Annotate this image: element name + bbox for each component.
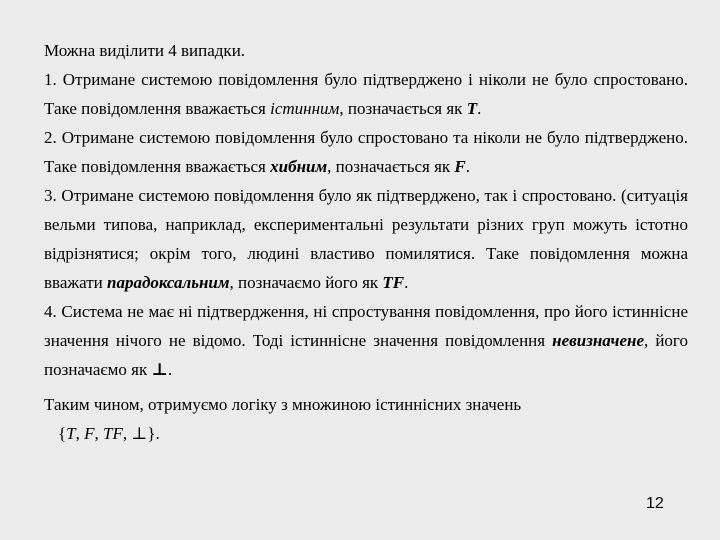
- page-number: 12: [646, 495, 664, 512]
- set-sep-3: ,: [122, 424, 132, 443]
- case-2-symbol: F: [454, 157, 466, 176]
- case-4: [44, 297, 688, 384]
- case-4-text3: .: [167, 360, 173, 379]
- case-1-text: 1. Отримане системою повідомлення було підтверджено і ніколи не було спростовано. Таке повідомлення вважається: [44, 70, 688, 118]
- set-sep-1: ,: [75, 424, 85, 443]
- case-1-text3: .: [477, 99, 482, 118]
- intro-text: Можна виділити 4 випадки.: [44, 41, 246, 60]
- set-true: T: [66, 424, 76, 443]
- case-3-symbol: TF: [382, 273, 405, 292]
- case-1-symbol: T: [466, 99, 478, 118]
- set-sep-2: ,: [94, 424, 104, 443]
- case-1-term: істинним: [270, 99, 340, 118]
- truth-value-set: [44, 419, 688, 448]
- set-undefined: ⊥: [131, 424, 148, 443]
- set-false: F: [84, 424, 95, 443]
- case-3-text3: .: [404, 273, 409, 292]
- case-4-term: невизначене: [552, 331, 645, 350]
- case-3-term: парадоксальним: [107, 273, 230, 292]
- case-4-text2: , його позначаємо як: [44, 331, 688, 379]
- case-2-text2: , позначається як: [327, 157, 455, 176]
- set-close-brace: }.: [147, 424, 160, 443]
- case-3: [44, 181, 688, 297]
- case-2-term: хибним: [270, 157, 328, 176]
- case-2-text: 2. Отримане системою повідомлення було спростовано та ніколи не було підтверджено. Таке повідомлення вважається: [44, 128, 688, 176]
- case-4-symbol: ⊥: [151, 360, 168, 379]
- case-2-text3: .: [465, 157, 470, 176]
- case-3-text: 3. Отримане системою повідомлення було як підтверджено, так і спростовано. (ситуація вельми типова, наприклад, експериментальні результати різних груп можуть істотно відрізнятися; окрім того, людині властиво помилятися. Таке повідомлення можна вважати: [44, 186, 688, 292]
- case-3-text2: , позначаємо його як: [229, 273, 383, 292]
- case-1-text2: , позначається як: [339, 99, 467, 118]
- case-1: [44, 65, 688, 123]
- case-2: [44, 123, 688, 181]
- set-open-brace: {: [58, 424, 67, 443]
- set-paradoxical: TF: [103, 424, 123, 443]
- slide-content: [44, 36, 688, 448]
- case-4-text: 4. Система не має ні підтвердження, ні спростування повідомлення, про його істиннісне значення нічого не відомо. Тоді істиннісне значення повідомлення: [44, 302, 688, 350]
- conclusion-text: Таким чином, отримуємо логіку з множиною істиннісних значень: [44, 395, 522, 414]
